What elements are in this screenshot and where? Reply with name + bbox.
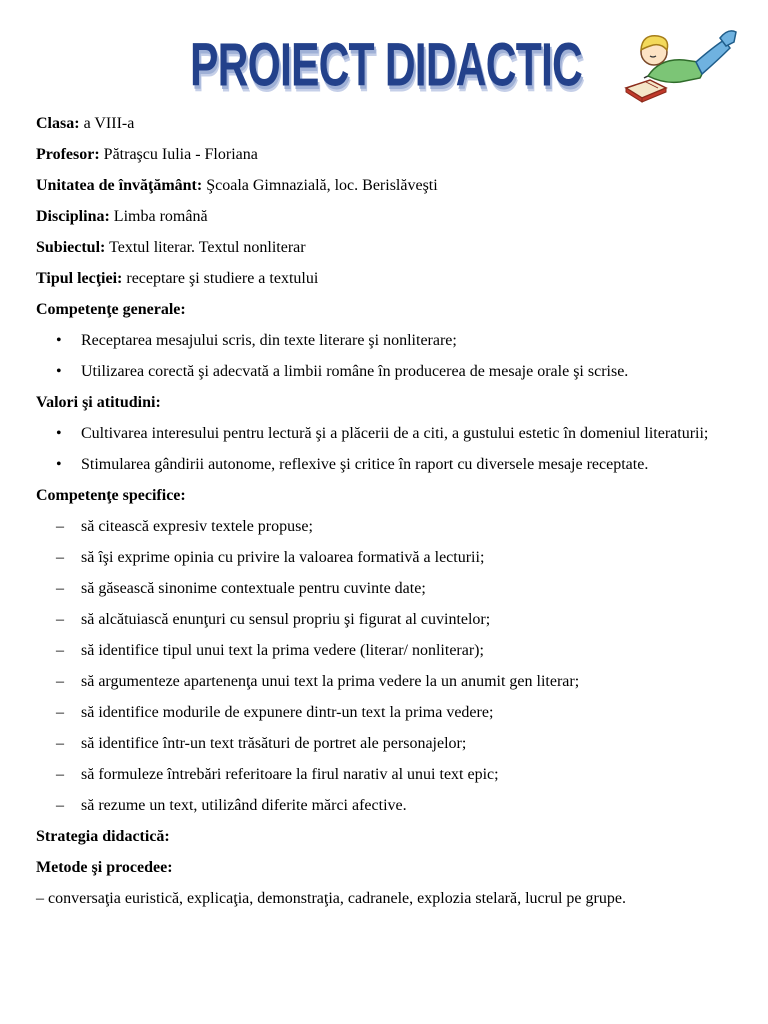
- field-unitatea: [36, 170, 732, 201]
- field-label: Profesor:: [36, 146, 100, 163]
- competente-generale-list: [36, 325, 732, 387]
- field-value: receptare şi studiere a textului: [126, 270, 319, 287]
- field-value: Limba română: [113, 208, 208, 225]
- field-subiectul: [36, 232, 732, 263]
- field-label: Disciplina:: [36, 208, 110, 225]
- field-disciplina: [36, 201, 732, 232]
- field-label: Unitatea de învăţământ:: [36, 177, 203, 194]
- field-label: Clasa:: [36, 115, 80, 132]
- field-value: Textul literar. Textul nonliterar: [109, 239, 306, 256]
- list-item: – să formuleze întrebări referitoare la firul narativ al unui text epic;: [36, 759, 732, 790]
- list-item: – să identifice tipul unui text la prima vedere (literar/ nonliterar);: [36, 635, 732, 666]
- metode-text: – conversaţia euristică, explicaţia, demonstraţia, cadranele, explozia stelară, lucrul pe grupe.: [36, 890, 626, 907]
- list-item: – să rezume un text, utilizând diferite mărci afective.: [36, 790, 732, 821]
- list-item: • Stimularea gândirii autonome, reflexive şi critice în raport cu diversele mesaje receptate.: [36, 449, 732, 480]
- field-label: Tipul lecţiei:: [36, 270, 123, 287]
- metode-heading: Metode şi procedee:: [36, 859, 173, 876]
- list-item: – să argumenteze apartenenţa unui text la prima vedere la un anumit gen literar;: [36, 666, 732, 697]
- field-value: Şcoala Gimnazială, loc. Berislăveşti: [206, 177, 438, 194]
- competente-specifice-heading: Competenţe specifice:: [36, 487, 186, 504]
- list-item: – să îşi exprime opinia cu privire la valoarea formativă a lecturii;: [36, 542, 732, 573]
- field-tipul-lectiei: [36, 263, 732, 294]
- list-item: – să citească expresiv textele propuse;: [36, 511, 732, 542]
- competente-generale-heading: Competenţe generale:: [36, 301, 186, 318]
- title-area: [190, 30, 590, 100]
- page-title: PROIECT DIDACTIC: [190, 31, 582, 100]
- list-item: • Cultivarea interesului pentru lectură şi a plăcerii de a citi, a gustului estetic în domeniul literaturii;: [36, 418, 732, 449]
- field-label: Subiectul:: [36, 239, 106, 256]
- field-clasa: [36, 108, 732, 139]
- valori-list: [36, 418, 732, 480]
- list-item: – să identifice modurile de expunere dintr-un text la prima vedere;: [36, 697, 732, 728]
- document-body: [36, 108, 732, 914]
- field-value: a VIII-a: [83, 115, 135, 132]
- field-profesor: [36, 139, 732, 170]
- list-item: – să alcătuiască enunţuri cu sensul propriu şi figurat al cuvintelor;: [36, 604, 732, 635]
- competente-specifice-list: [36, 511, 732, 821]
- list-item: – să identifice într-un text trăsături de portret ale personajelor;: [36, 728, 732, 759]
- list-item: • Utilizarea corectă şi adecvată a limbii române în producerea de mesaje orale şi scrise.: [36, 356, 732, 387]
- list-item: • Receptarea mesajului scris, din texte literare şi nonliterare;: [36, 325, 732, 356]
- list-item: – să găsească sinonime contextuale pentru cuvinte date;: [36, 573, 732, 604]
- valori-heading: Valori şi atitudini:: [36, 394, 161, 411]
- strategia-heading: Strategia didactică:: [36, 828, 170, 845]
- child-reading-book-icon: [620, 18, 740, 106]
- field-value: Pătraşcu Iulia - Floriana: [103, 146, 258, 163]
